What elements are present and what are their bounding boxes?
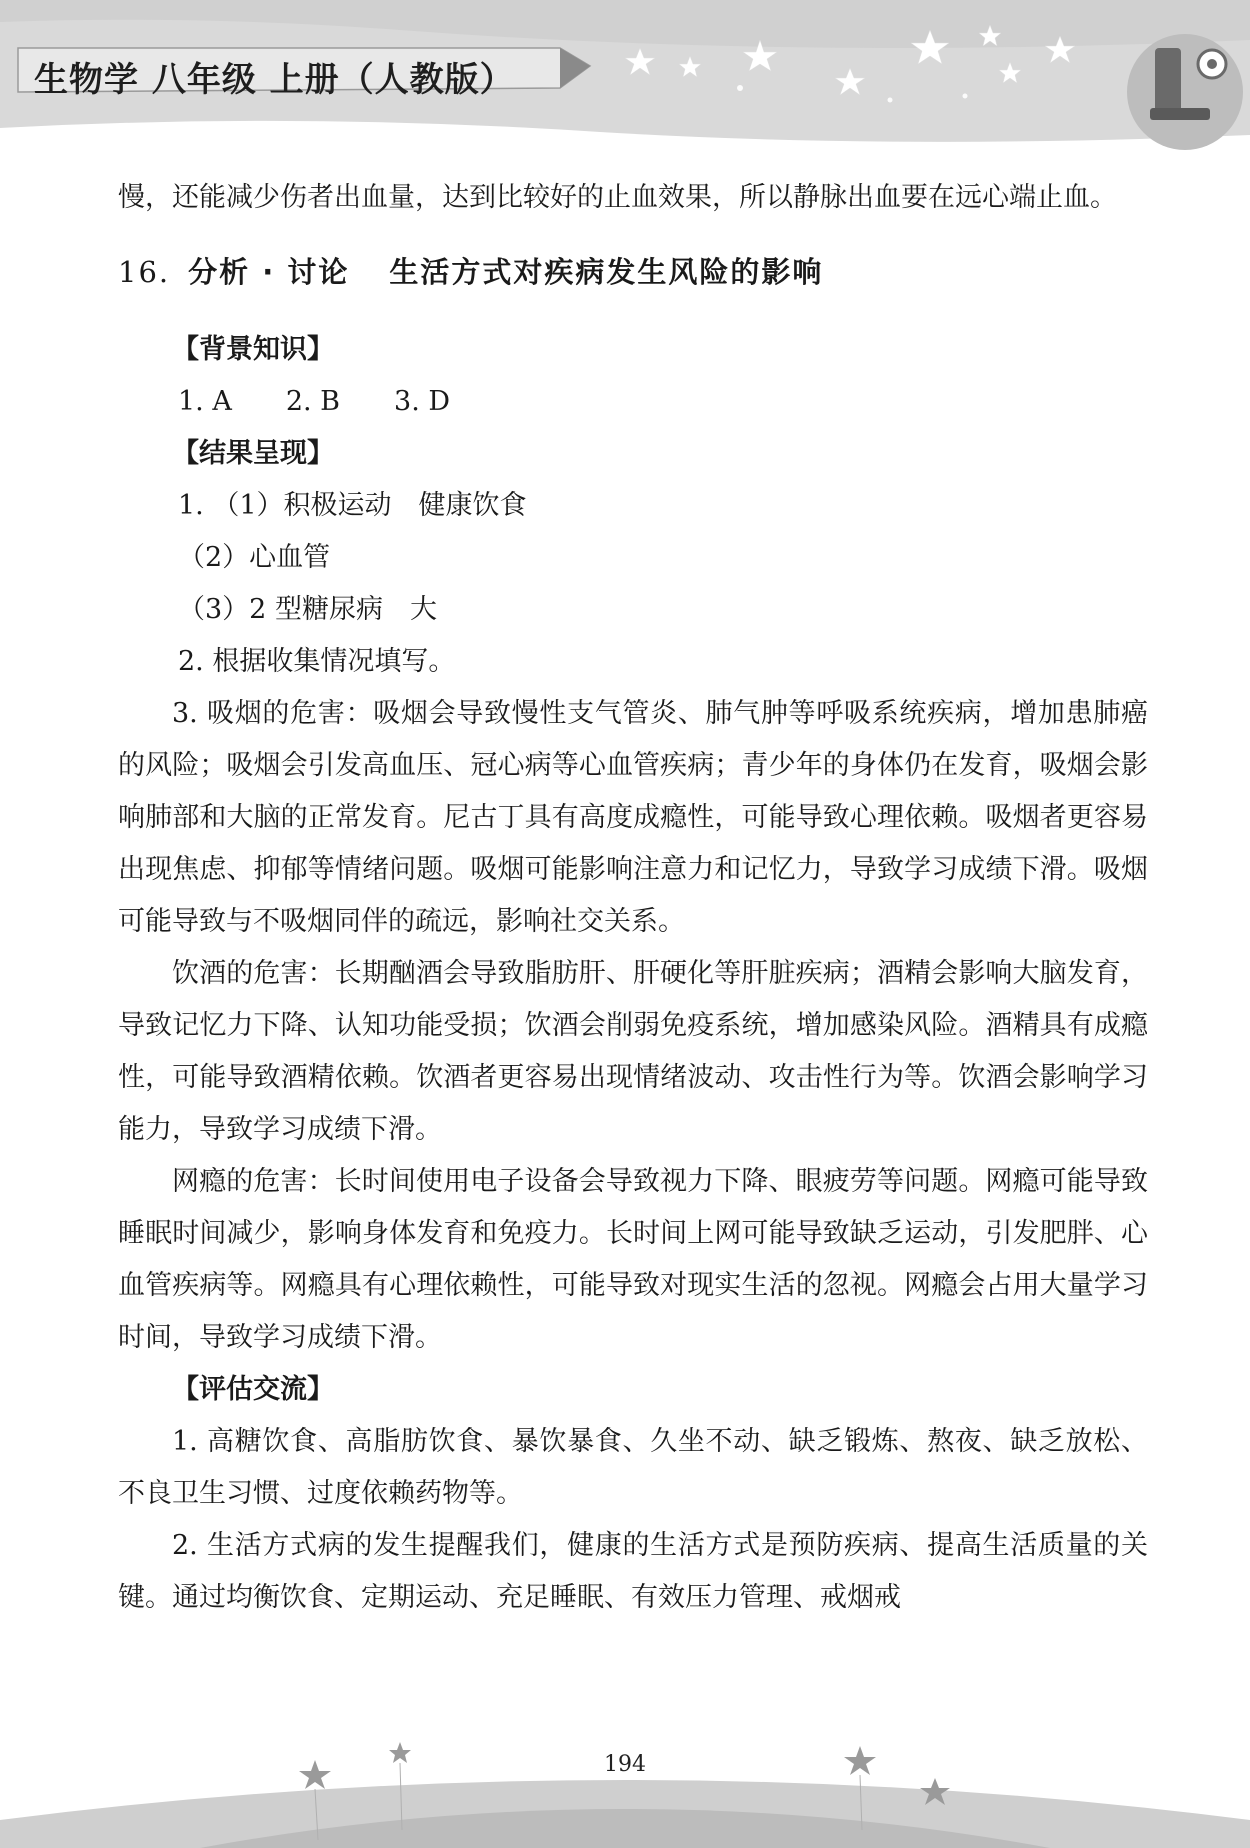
answer-item: 1. A [178,386,232,417]
results-item-1: 1. （1）积极运动 健康饮食 [178,490,527,521]
evaluation-item-1: 1. 高糖饮食、高脂肪饮食、暴饮暴食、久坐不动、缺乏锻炼、熬夜、缺乏放松、不良卫生习惯、过度依赖药物等。 [118,1426,1148,1509]
continuation-paragraph: 慢，还能减少伤者出血量，达到比较好的止血效果，所以静脉出血要在远心端止血。 [118,182,1117,213]
evaluation-item-2: 2. 生活方式病的发生提醒我们，健康的生活方式是预防疾病、提高生活质量的关键。通过均衡饮食、定期运动、充足睡眠、有效压力管理、戒烟戒 [118,1530,1148,1613]
results-item-1-2: （2）心血管 [178,542,331,573]
results-internet: 网瘾的危害：长时间使用电子设备会导致视力下降、眼疲劳等问题。网瘾可能导致睡眠时间减少，影响身体发育和免疫力。长时间上网可能导致缺乏运动，引发肥胖、心血管疾病等。网瘾具有心理依赖性，可能导致对现实生活的忽视。网瘾会占用大量学习时间，导致学习成绩下滑。 [118,1166,1148,1353]
page-number: 194 [604,1752,646,1777]
page-content [118,172,1148,1624]
results-heading: 【结果呈现】 [172,438,334,469]
section-label: 分析 · 讨论 [188,255,350,289]
results-item-1-3: （3）2 型糖尿病 大 [178,594,437,625]
background-heading: 【背景知识】 [172,334,334,365]
section-heading: 生活方式对疾病发生风险的影响 [389,255,824,289]
evaluation-heading: 【评估交流】 [172,1374,334,1405]
answer-item: 2. B [285,386,341,417]
answer-item: 3. D [394,386,451,417]
results-item-3-smoking: 3. 吸烟的危害：吸烟会导致慢性支气管炎、肺气肿等呼吸系统疾病，增加患肺癌的风险；吸烟会引发高血压、冠心病等心血管疾病；青少年的身体仍在发育，吸烟会影响肺部和大脑的正常发育。尼古丁具有高度成瘾性，可能导致心理依赖。吸烟者更容易出现焦虑、抑郁等情绪问题。吸烟可能影响注意力和记忆力，导致学习成绩下滑。吸烟可能导致与不吸烟同伴的疏远，影响社交关系。 [118,698,1148,937]
header-title: 生物学 八年级 上册（人教版） [34,60,515,100]
section-number: 16. [118,255,171,289]
background-answers [118,376,1148,428]
results-item-2: 2. 根据收集情况填写。 [178,646,456,677]
results-drinking: 饮酒的危害：长期酗酒会导致脂肪肝、肝硬化等肝脏疾病；酒精会影响大脑发育，导致记忆力下降、认知功能受损；饮酒会削弱免疫系统，增加感染风险。酒精具有成瘾性，可能导致酒精依赖。饮酒者更容易出现情绪波动、攻击性行为等。饮酒会影响学习能力，导致学习成绩下滑。 [118,958,1148,1145]
section-title [118,246,1148,298]
